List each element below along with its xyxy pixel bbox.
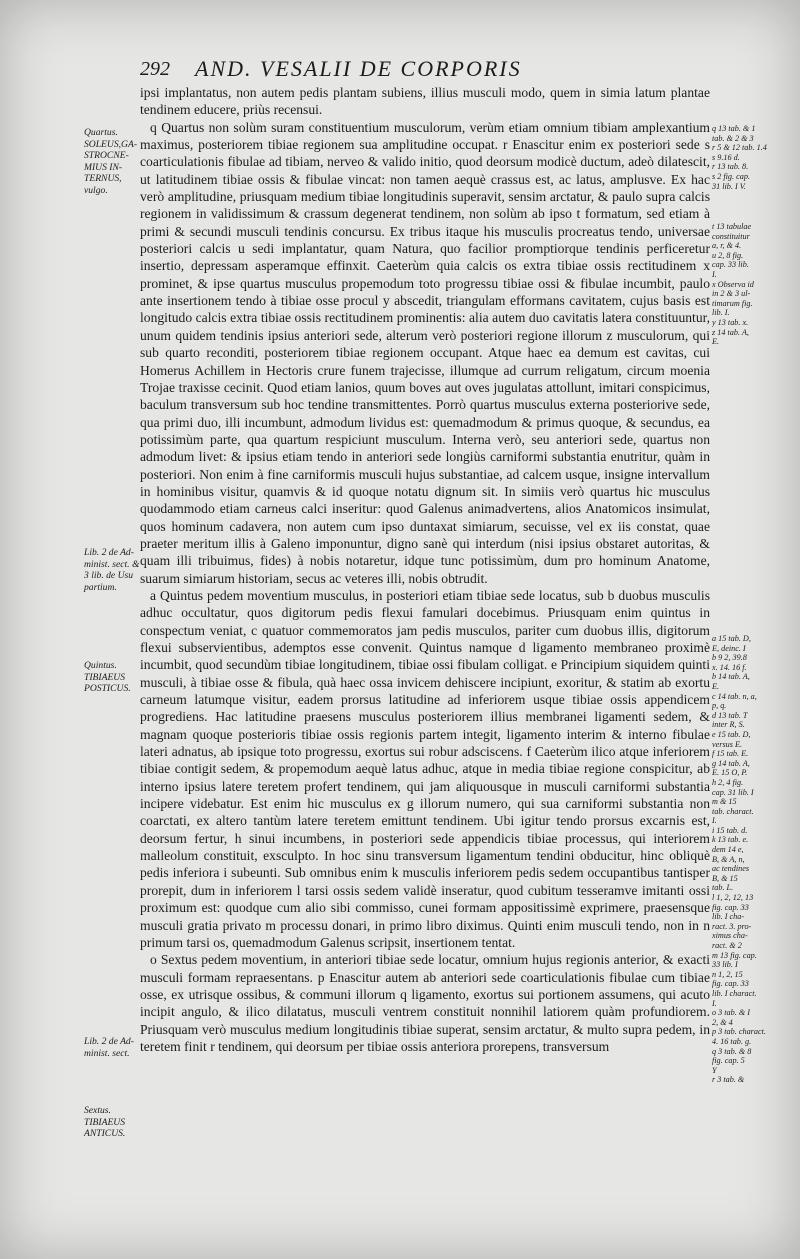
figure-reference-note: t 13 tabulae constituitur a, r, & 4. u 2, 8 fig. cap. 33 lib. I. x Observa id in 2 & 3 ul- timarum fig. lib. I. y 13 tab. x. z 14 tab. A, E. xyxy=(712,222,754,347)
page-number: 292 xyxy=(140,58,170,80)
figure-reference-note: q 13 tab. & 1 tab. & 2 & 3 r 5 & 12 tab. 1.4 s 9.16 d. r 13 tab. 8. s 2 fig. cap. 31 lib. I V. xyxy=(712,124,767,191)
margin-note-galen-reference: Lib. 2 de Ad- minist. sect. & 3 lib. de Usu partium. xyxy=(84,547,140,593)
paragraph-continuation: ipsi implantatus, non autem pedis plantam subiens, illius musculi modo, quem in simia latum plantae tendinem educere, priùs recensui. xyxy=(140,85,710,118)
paragraph-sextus: o Sextus pedem moventium, in anteriori tibiae sede locatur, omnium hujus regionis anterior, & exacti musculi formam repraesentans. p Enascitur autem ab anteriori sede coarticulationis fibulae cum tibiae osse, ex utrisque ossibus, & communi illorum q ligamento, exortus sui portionem assumens, qui acuto incipit angulo, & ilico dilatatus, musculi ventrem constituit nonnihil latiorem quàm profundiorem. Priusquam verò musculus medium longitudinis tibiae superat, sensim arctatur, & multo supra pedem, in teretem finit r tendinem, qui deorsum per tibiae ossis anteriora prorepens, transversum xyxy=(140,952,710,1054)
paragraph-quintus: a Quintus pedem moventium musculus, in posteriori etiam tibiae sede locatus, sub b duobus musculis adhuc occultatur, quos digitorum pedis flexui famulari docebimus. Priusquam enim quintus in conspectum veniat, c quatuor commemoratos jam pedis musculos, pariter cum duobus illis, digitorum flexui subservientibus, ademptos esse convenit. Quintus namque d ligamento membraneo proximè incumbit, quod secundùm tibiae longitudinem, tibiae ossi fibulam colligat. e Principium siquidem quinti musculi, à tibiae osse & fibula, quà haec ossa invicem dehiscere incipiunt, exoritur, & statim ab exortu carneum latumque visitur, eadem prorsus latitudine ad inferiorem usque tibiae ossis appendicem progrediens. Hac latitudine praesens musculus posteriorem illius membranei ligamenti sedem, & magnam quoque posterioris tibiae ossis regionis partem integit, ligamento interim & interno fibulae lateri adnatus, ab ipsique toto progressu, exortus sui robur adsciscens. f Caeterùm ilico atque inferiorem tibiae contigit sedem, & propemodum aequè latus adhuc, atque in media tibiae regione conspicitur, ab interno ipsius latere teretem profert tendinem, qui jam aliquousque in musculi carniformi substantia incipere videbatur. Est enim hic musculus ex g illorum numero, qui sua carniformi substantia non coarctati, ex altero tantùm latere teretem emittunt tendinem. Ubi igitur tendo prorsus excarnis est, deorsum fertur, h sinui incumbens, in posteriori sede appendicis tibiae processus, qui interiorem malleolum constituit, exsculpto. In hoc sinu transversum ligamentum tendini obducitur, hinc obliquè pedis inferiora i subeunti. Sub omnibus enim k musculis inferiorem pedis sedem occupantibus tantisper prorepit, dum in inferiorem l tarsi ossis sedem validè inseratur, quod cubitum tesseramve imitanti ossi proximum est: quodque cum alio sibi commisso, cunei formam appositissimè exprimere, praesensque musculi gratia privato m processu donari, in primo libro diximus. Quinti enim musculi tendo, non in n primum tarsi os, quemadmodum Galenus scripsit, insertionem tentat. xyxy=(140,587,710,950)
margin-note-quartus: Quartus. SOLEUS,GA- STROCNE- MIUS IN- TERNUS, vulgo. xyxy=(84,127,138,196)
page-header xyxy=(140,54,730,84)
main-text xyxy=(140,84,710,1249)
margin-note-sextus: Sextus. TIBIAEUS ANTICUS. xyxy=(84,1105,126,1139)
paragraph-quartus: q Quartus non solùm suram constituentium musculorum, verùm etiam omnium tibiam amplexantium maximus, posteriorem tibiae regionem sua amplitudine occupat. r Enascitur enim ex posteriori sede s coarticulationis fibulae ad tibiam, nerveo & valido initio, quod deorsum modicè ductum, adeò dilatescit, ut latitudinem tibiae ossis & fibulae vincat: non tamen aequè crassus est, ac latus, amplusve. Ex hac verò amplitudine, priusquam medium tibiae longitudinis superavit, sensim arctatur, & paulo supra calcis regionem in validissimum & crassum degenerat tendinem, non solùm ab ipso t formatum, sed etiam à primi & secundi musculi tendinis concursu. Ex tribus itaque his musculis procreatus tendo, universae posteriori calcis u sedi implantatur, quam Natura, quo facilior promptiorque tendinis perficeretur insertio, depressam asperamque effinxit. Caeterùm quia calcis os extra tibiae ossis rectitudinem x prominet, & ipse quartus musculus propemodum toto progressu tibiae ossi & fibulae incumbit, paulo ante insertionem tendo à tibiae osse procul y abscedit, triangulam efformans cavitatem, cujus basis est longitudo calcis extra tibiae ossis rectitudinem prominentis: alia autem duo cavitatis latera constituuntur, unum quidem tendinis ipsius anteriori sede, alterum verò posteriori regione illorum z musculorum, qui sub quarto reconditi, posteriorem tibiae regionem occupant. Atque haec ea demum est cavitas, cui Homerus Achillem in Hectoris crure funem trajecisse, illumque ad currum religatum, circum moenia Trojae traxisse cecinit. Quod etiam lanios, quum boves aut oves jugulatas attollunt, imitari conspicimus, baculum transversum sub hoc tendine transmittentes. Porrò quartus musculus externa posteriorive sede, qua primi duo, illi incumbunt, admodum lividus est: quemadmodum & primus quoque, & secundus, ea potissimùm parte, qua quartum respiciunt musculum. Interna verò, seu anteriori sede, quartus non admodum livet: & ipsius etiam tendo in anteriori sede longiùs carniformi substantia enutritur, quàm in posteriori. Non enim à fine carniformis musculi hujus substantiae, ad calcem usque, insigne intervallum in hominibus visitur, quamvis & id quoque notatu dignum sit. In simiis verò quartus hic musculus quodammodo etiam carneus calci inseritur: quod Galenus animadvertens, alios Anatomicos insimulat, quos hominum cadavera, non autem cum ipso duntaxat simiarum, secuisse, vel ex iis constat, quae praeter meritum illis à Galeno imponuntur, digno sanè qui interdum (nisi ipsius obstaret autoritas, & quam illi tribuimus, fides) à nobis notaretur, idque tunc potissimùm, dum pro hominum Anatome, suarum simiarum historiam, secus ac veteres illi, nobis obtrudit. xyxy=(140,119,710,586)
figure-reference-note: a 15 tab. D, E, deinc. I b 9 2, 39.8 x. 14. 16 f. b 14 tab. A, E. c 14 tab. n, a, p, q. d 13 tab. T inter R, S. e 15 tab. D, versus E. f 15 tab. E. g 14 tab. A, E. 15 O, P. h 2, 4 fig. cap. 31 lib. I m & 15 tab. charact. I. i 15 tab. d. k 13 tab. e. dem 14 e, B, & A, n, ac tendines B, & 15 tab. L. l 1, 2, 12, 13 fig. cap. 33 lib. I cha- ract. 3. pro- ximus cha- ract. & 2 m 13 fig. cap. 33 lib. I n 1, 2, 15 fig. cap. 33 lib. I charact. I. o 3 tab. & I 2, & 4 p 3 tab. charact. 4. 16 tab. g. q 3 tab. & 8 fig. cap. 5 Y r 3 tab. & xyxy=(712,634,766,1085)
running-head: AND. VESALII DE CORPORIS xyxy=(195,56,522,81)
margin-note-quintus: Quintus. TIBIAEUS POSTICUS. xyxy=(84,660,131,694)
margin-note-galen-reference-2: Lib. 2 de Ad- minist. sect. xyxy=(84,1036,134,1059)
